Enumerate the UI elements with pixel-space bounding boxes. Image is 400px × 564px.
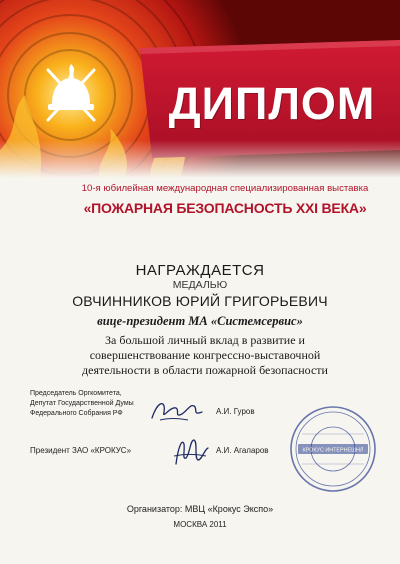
exhibition-subtitle: 10-я юбилейная международная специализированная выставка xyxy=(81,183,369,194)
chair-name: А.И. Гуров xyxy=(216,407,255,416)
fire-emblem-icon xyxy=(38,60,104,130)
chair-title-line: Председатель Оргкомитета, xyxy=(30,390,122,397)
chair-signature xyxy=(148,396,206,426)
award-reason xyxy=(60,333,350,378)
chair-title-line: Федерального Собрания РФ xyxy=(30,410,123,417)
stamp-text: КРОКУС ИНТЕРНЕШНЛ xyxy=(302,447,364,454)
president-name: А.И. Агаларов xyxy=(216,446,269,455)
chair-title-line: Депутат Государственной Думы xyxy=(30,400,134,407)
recipient-name: ОВЧИННИКОВ ЮРИЙ ГРИГОРЬЕВИЧ xyxy=(72,293,328,309)
fire-banner xyxy=(0,0,400,178)
reason-line: деятельности в области пожарной безопасности xyxy=(82,363,328,377)
city-year: МОСКВА 2011 xyxy=(173,520,227,529)
president-signature xyxy=(170,430,212,470)
reason-line: За большой личный вклад в развитие и xyxy=(105,333,305,347)
award-item: МЕДАЛЬЮ xyxy=(172,279,228,291)
diploma-title: ДИПЛОМ xyxy=(168,78,376,129)
exhibition-name: «ПОЖАРНАЯ БЕЗОПАСНОСТЬ XXI ВЕКА» xyxy=(83,200,367,216)
president-title: Президент ЗАО «КРОКУС» xyxy=(30,446,132,455)
organizer: Организатор: МВЦ «Крокус Экспо» xyxy=(126,504,274,514)
reason-line: совершенствование конгрессно-выставочной xyxy=(89,348,321,362)
chair-title xyxy=(30,389,134,419)
recipient-position: вице-президент МА «Системсервис» xyxy=(97,314,303,328)
company-stamp xyxy=(288,404,378,494)
award-verb: НАГРАЖДАЕТСЯ xyxy=(135,262,265,279)
